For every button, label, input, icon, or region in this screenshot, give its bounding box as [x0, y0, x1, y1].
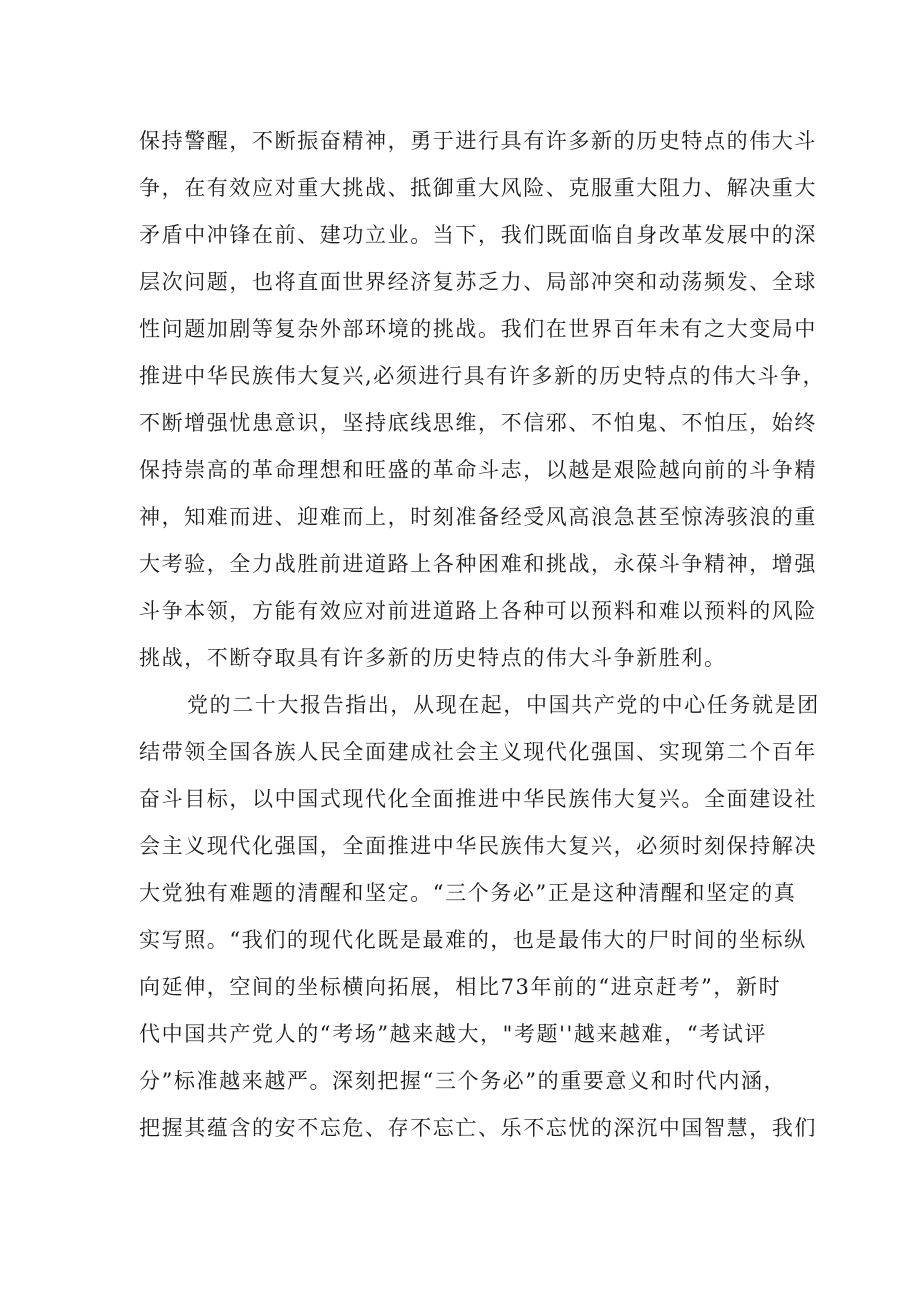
text-line: 斗争本领，方能有效应对前进道路上各种可以预料和难以预料的风险 — [139, 599, 817, 623]
text-line: 争，在有效应对重大挑战、抵御重大风险、克服重大阻力、解决重大 — [139, 176, 817, 200]
text-line: 保持崇高的革命理想和旺盛的革命斗志，以越是艰险越向前的斗争精 — [139, 458, 817, 482]
text-line: 实写照。“我们的现代化既是最难的，也是最伟大的尸时间的坐标纵 — [139, 928, 807, 952]
text-line: 性问题加剧等复杂外部环境的挑战。我们在世界百年未有之大变局中 — [139, 317, 817, 341]
text-line: 不断增强忧患意识，坚持底线思维，不信邪、不怕鬼、不怕压，始终 — [139, 411, 817, 435]
paragraph-first-line: 党的二十大报告指出，从现在起，中国共产党的中心任务就是团 — [187, 693, 820, 717]
text-line: 向延伸，空间的坐标横向拓展，相比73年前的“进京赶考”，新时 — [139, 975, 782, 999]
text-line: 层次问题，也将直面世界经济复苏乏力、局部冲突和动荡频发、全球 — [139, 270, 817, 294]
text-line: 挑战，不断夺取具有许多新的历史特点的伟大斗争新胜利。 — [139, 646, 727, 670]
text-line: 把握其蕴含的安不忘危、存不忘亡、乐不忘忧的深沉中国智慧，我们 — [139, 1116, 817, 1140]
text-line: 代中国共产党人的“考场”越来越大，"考题''越来越难，“考试评 — [139, 1022, 768, 1046]
body-text — [139, 118, 826, 1152]
text-line: 奋斗目标，以中国式现代化全面推进中华民族伟大复兴。全面建设社 — [139, 787, 817, 811]
text-line: 神，知难而进、迎难而上，时刻准备经受风高浪急甚至惊涛骇浪的重 — [139, 505, 817, 529]
text-line: 保持警醒，不断振奋精神，勇于进行具有许多新的历史特点的伟大斗 — [139, 129, 817, 153]
text-line: 分”标准越来越严。深刻把握“三个务必”的重要意义和时代内涵， — [139, 1069, 787, 1093]
text-line: 结带领全国各族人民全面建成社会主义现代化强国、实现第二个百年 — [139, 740, 817, 764]
text-line: 大党独有难题的清醒和坚定。“三个务必”正是这种清醒和坚定的真 — [139, 881, 797, 905]
text-line: 大考验，全力战胜前进道路上各种困难和挑战，永葆斗争精神，增强 — [139, 552, 817, 576]
text-line: 推进中华民族伟大复兴,必须进行具有许多新的历史特点的伟大斗争， — [139, 364, 826, 388]
text-line: 会主义现代化强国，全面推进中华民族伟大复兴，必须时刻保持解决 — [139, 834, 817, 858]
text-line: 矛盾中冲锋在前、建功立业。当下，我们既面临自身改革发展中的深 — [139, 223, 817, 247]
